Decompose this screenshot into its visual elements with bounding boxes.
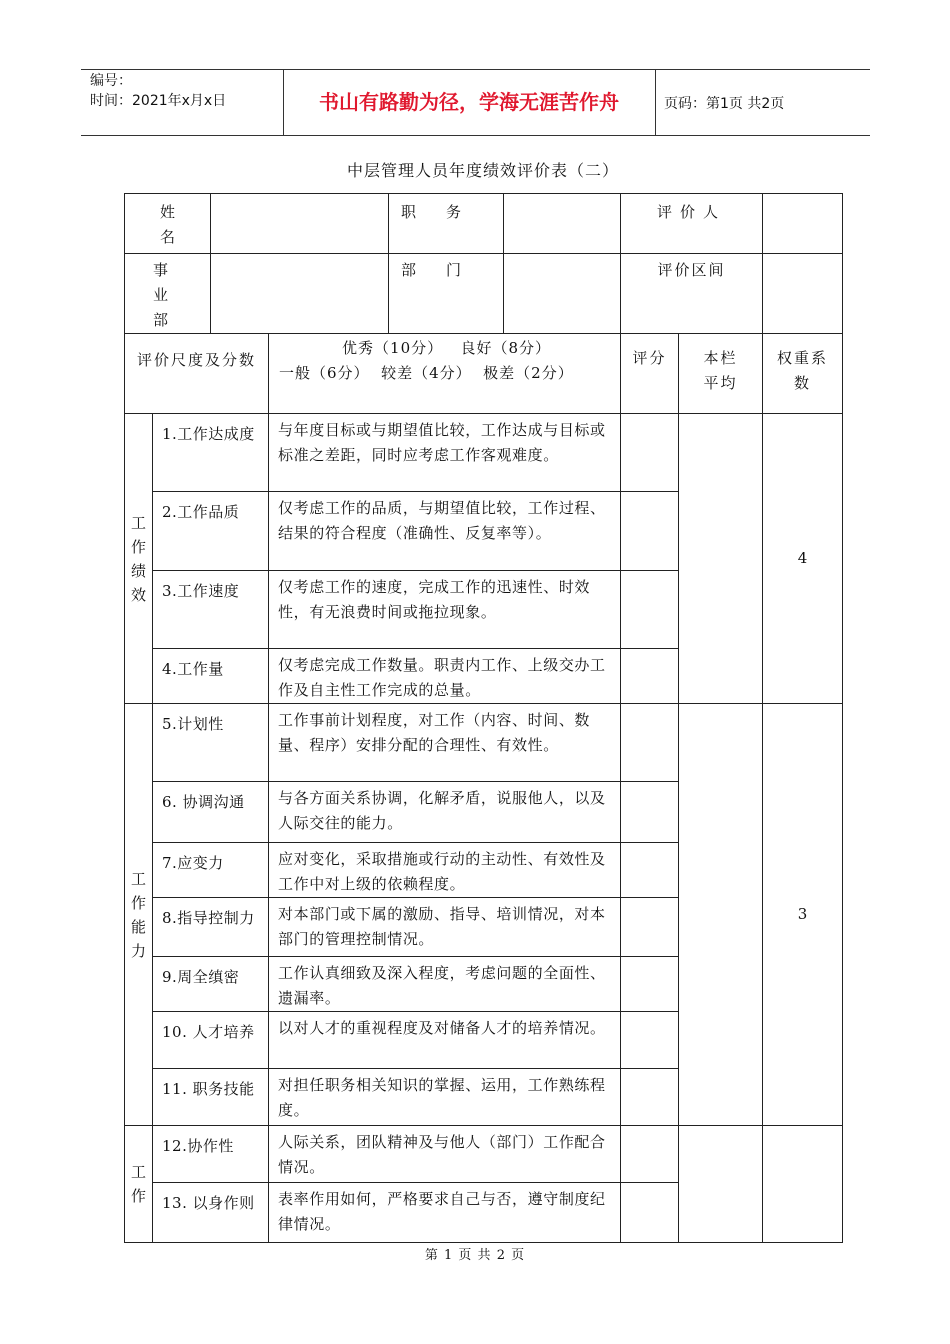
average-header: 本栏平均 [679, 334, 763, 414]
scale-line-1: 优秀（10分） 良好（8分） [342, 339, 551, 357]
name-label-text: 姓名 [160, 203, 176, 246]
score-cell[interactable] [621, 571, 679, 649]
score-cell[interactable] [621, 1069, 679, 1126]
score-header: 评分 [621, 334, 679, 414]
score-cell[interactable] [621, 1012, 679, 1069]
item-name: 12.协作性 [153, 1126, 269, 1183]
item-description: 仅考虑完成工作数量。职责内工作、上级交办工作及自主性工作完成的总量。 [269, 649, 621, 704]
item-name: 1.工作达成度 [153, 414, 269, 492]
item-name: 2.工作品质 [153, 492, 269, 571]
scale-definitions [269, 334, 621, 414]
score-cell[interactable] [621, 843, 679, 898]
item-description: 表率作用如何，严格要求自己与否，遵守制度纪律情况。 [269, 1183, 621, 1243]
scale-header-row [125, 334, 843, 414]
score-cell[interactable] [621, 957, 679, 1012]
position-label: 职务 [389, 194, 504, 254]
item-row-12 [125, 1126, 843, 1183]
group-label-cooperation [125, 1126, 153, 1243]
weight-header: 权重系数 [763, 334, 843, 414]
header-code-label: 编号： [90, 73, 132, 89]
item-name: 7.应变力 [153, 843, 269, 898]
item-description: 与各方面关系协调，化解矛盾，说服他人，以及人际交往的能力。 [269, 782, 621, 843]
weight-value-performance: 4 [763, 414, 843, 704]
item-description: 仅考虑工作的品质，与期望值比较，工作过程、结果的符合程度（准确性、反复率等）。 [269, 492, 621, 571]
division-value-cell[interactable] [211, 254, 389, 334]
item-row-1 [125, 414, 843, 492]
evaluator-value-cell[interactable] [763, 194, 843, 254]
item-name: 8.指导控制力 [153, 898, 269, 957]
scale-label: 评价尺度及分数 [125, 334, 269, 414]
header-divider-right [655, 69, 656, 135]
score-cell[interactable] [621, 782, 679, 843]
item-name: 3.工作速度 [153, 571, 269, 649]
evaluator-label: 评价人 [621, 194, 763, 254]
item-name: 9.周全缜密 [153, 957, 269, 1012]
info-row-2 [125, 254, 843, 334]
item-description: 以对人才的重视程度及对储备人才的培养情况。 [269, 1012, 621, 1069]
header-bottom-rule [81, 135, 870, 136]
header-motto: 书山有路勤为径，学海无涯苦作舟 [319, 90, 619, 114]
item-name: 4.工作量 [153, 649, 269, 704]
position-value-cell[interactable] [504, 194, 621, 254]
page-footer: 第 1 页 共 2 页 [424, 1248, 526, 1263]
name-value-cell[interactable] [211, 194, 389, 254]
evaluation-table [124, 193, 843, 1243]
scale-line-2: 一般（6分） 较差（4分） 极差（2分） [279, 364, 574, 382]
group-label-performance-text: 工作绩效 [131, 513, 147, 604]
period-label: 评价区间 [621, 254, 763, 334]
item-name: 6. 协调沟通 [153, 782, 269, 843]
weight-value-cooperation [763, 1126, 843, 1243]
item-name: 13. 以身作则 [153, 1183, 269, 1243]
item-description: 仅考虑工作的速度，完成工作的迅速性、时效性，有无浪费时间或拖拉现象。 [269, 571, 621, 649]
division-label: 事业部 [125, 254, 211, 334]
score-cell[interactable] [621, 649, 679, 704]
score-cell[interactable] [621, 1183, 679, 1243]
item-description: 对本部门或下属的激励、指导、培训情况，对本部门的管理控制情况。 [269, 898, 621, 957]
item-description: 应对变化，采取措施或行动的主动性、有效性及工作中对上级的依赖程度。 [269, 843, 621, 898]
item-name: 5.计划性 [153, 704, 269, 782]
score-cell[interactable] [621, 1126, 679, 1183]
item-description: 工作事前计划程度，对工作（内容、时间、数量、程序）安排分配的合理性、有效性。 [269, 704, 621, 782]
header-page-label: 页码：第1页 共2页 [664, 96, 785, 112]
score-cell[interactable] [621, 414, 679, 492]
score-cell[interactable] [621, 704, 679, 782]
weight-value-ability: 3 [763, 704, 843, 1126]
department-value-cell[interactable] [504, 254, 621, 334]
info-row-1 [125, 194, 843, 254]
document-title: 中层管理人员年度绩效评价表（二） [346, 161, 619, 180]
score-cell[interactable] [621, 492, 679, 571]
item-description: 人际关系，团队精神及与他人（部门）工作配合情况。 [269, 1126, 621, 1183]
header-top-rule [81, 69, 870, 70]
score-cell[interactable] [621, 898, 679, 957]
item-name: 11. 职务技能 [153, 1069, 269, 1126]
average-cell[interactable] [679, 1126, 763, 1243]
department-label: 部门 [389, 254, 504, 334]
item-row-5 [125, 704, 843, 782]
item-name: 10. 人才培养 [153, 1012, 269, 1069]
item-description: 与年度目标或与期望值比较，工作达成与目标或标准之差距，同时应考虑工作客观难度。 [269, 414, 621, 492]
name-label [125, 194, 211, 254]
group-label-ability-text: 工作能力 [131, 869, 147, 960]
average-cell[interactable] [679, 414, 763, 704]
item-description: 对担任职务相关知识的掌握、运用，工作熟练程度。 [269, 1069, 621, 1126]
group-label-performance [125, 414, 153, 704]
item-description: 工作认真细致及深入程度，考虑问题的全面性、遗漏率。 [269, 957, 621, 1012]
group-label-ability [125, 704, 153, 1126]
average-cell[interactable] [679, 704, 763, 1126]
period-value-cell[interactable] [763, 254, 843, 334]
group-label-cooperation-text: 工作 [131, 1163, 147, 1205]
header-date-label: 时间：2021年x月x日 [90, 93, 227, 109]
